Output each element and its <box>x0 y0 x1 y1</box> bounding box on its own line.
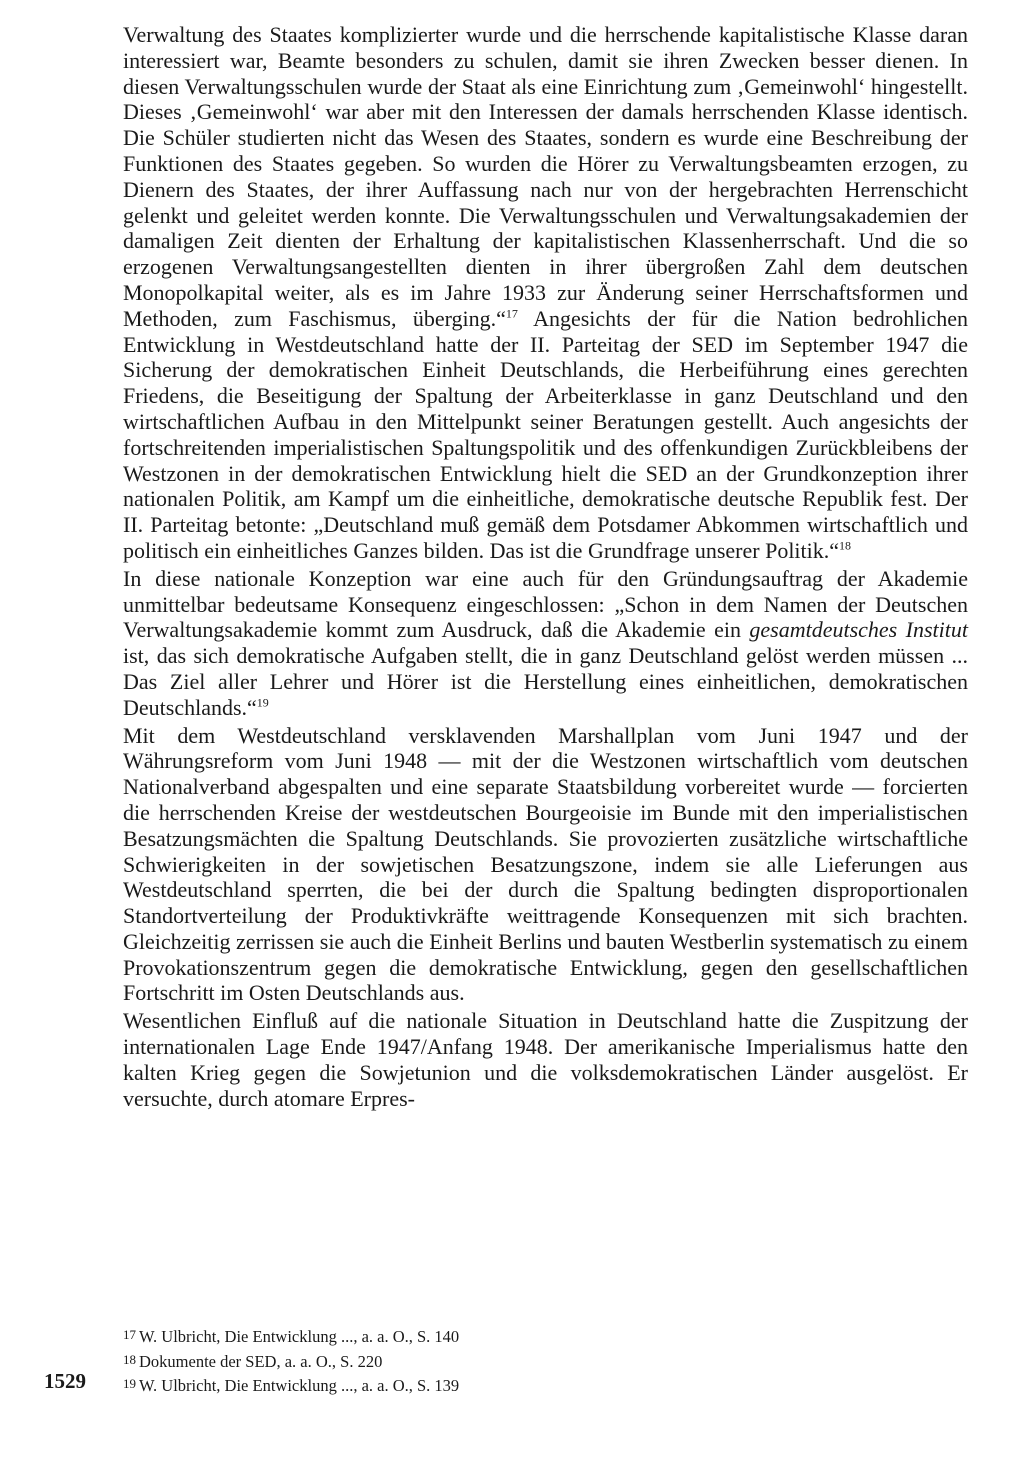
page-number: 1529 <box>44 1369 86 1393</box>
footnote-number: 17 <box>123 1327 136 1342</box>
footnote <box>123 1373 968 1398</box>
footnote-marker: 19 <box>256 695 269 710</box>
footnotes <box>123 1324 968 1398</box>
footnote-text: W. Ulbricht, Die Entwicklung ..., a. a. O., S. 140 <box>139 1327 460 1346</box>
footnote-number: 18 <box>123 1351 136 1367</box>
body-text <box>123 22 968 1113</box>
text-run: ist, das sich demokratische Aufgaben stellt, die in ganz Deutschland gelöst werden müssen ... Das Ziel aller Lehrer und Hörer ist die Herstellung eines einheitlichen, demokratischen Deutschlands.“ <box>123 643 968 720</box>
footnote <box>123 1324 968 1349</box>
paragraph <box>123 1008 968 1111</box>
paragraph <box>123 723 968 1007</box>
footnote <box>123 1349 968 1374</box>
paragraph <box>123 22 968 564</box>
text-run: Wesentlichen Einfluß auf die nationale Situation in Deutschland hatte die Zuspitzung der internationalen Lage Ende 1947/Anfang 1948. Der amerikanische Imperialismus hatte den kalten Krieg gegen die Sowjetunion und die volksdemokratischen Länder ausgelöst. Er versuchte, durch atomare Erpres- <box>123 1008 968 1111</box>
text-run: In diese nationale Konzeption war eine auch für den Gründungsauftrag der Akademie unmittelbar bedeutsame Konsequenz eingeschlossen: „Schon in dem Namen der Deutschen Verwaltungsakademie kommt zum Ausdruck, daß die Akademie ein <box>123 565 968 643</box>
footnote-text: W. Ulbricht, Die Entwicklung ..., a. a. O., S. 139 <box>139 1376 460 1395</box>
footnote-number: 19 <box>123 1376 136 1391</box>
footnote-text: Dokumente der SED, a. a. O., S. 220 <box>139 1351 383 1371</box>
text-run: Verwaltung des Staates komplizierter wurde und die herrschende kapitalistische Klasse daran interessiert war, Beamte besonders zu schulen, damit sie ihren Zwecken besser dienen. In diesen Verwaltungsschulen wurde der Staat als eine Einrichtung zum ‚Gemeinwohl‘ hingestellt. Dieses ‚Gemeinwohl‘ war aber mit den Interessen der damals herrschenden Klasse identisch. Die Schüler studierten nicht das Wesen des Staates, sondern es wurde eine Beschreibung der Funktionen des Staates gegeben. So wurden die Hörer zu Verwaltungsbeamten erzogen, zu Dienern des Staates, der ihrer Auffassung nach nur von der hergebrachten Herrenschicht gelenkt und geleitet werden konnte. Die Verwaltungsschulen und Verwaltungsakademien der damaligen Zeit dienten der Erhaltung der kapitalistischen Klassenherrschaft. Und die so erzogenen Verwaltungsangestellten dienten in ihrer übergroßen Zahl dem deutschen Monopolkapital weiter, als es im Jahre 1933 zur Änderung seiner Herrschaftsformen und Methoden, zum Faschismus, überging.“ <box>123 22 968 331</box>
footnote-marker: 18 <box>839 538 852 553</box>
text-run: Angesichts der für die Nation bedrohlichen Entwicklung in Westdeutschland hatte der II. Parteitag der SED im September 1947 die Sicherung der demokratischen Einheit Deutschlands, die Herbeiführung eines gerechten Friedens, die Beseitigung der Spaltung der Arbeiterklasse in ganz Deutschland und den wirtschaftlichen Aufbau in den Mittelpunkt seiner Beratungen gestellt. Auch angesichts der fortschreitenden imperialistischen Spaltungspolitik und des offenkundigen Zurückbleibens der Westzonen in der demokratischen Entwicklung hielt die SED an der Grundkonzeption ihrer nationalen Politik, am Kampf um die einheitliche, demokratische deutsche Republik fest. Der II. Parteitag betonte: „Deutschland muß gemäß dem Potsdamer Abkommen wirtschaftlich und politisch ein einheitliches Ganzes bilden. Das ist die Grundfrage unserer Politik.“ <box>123 305 968 563</box>
footnote-marker: 17 <box>505 306 518 321</box>
text-run: Mit dem Westdeutschland versklavenden Marshallplan vom Juni 1947 und der Währungsreform vom Juni 1948 — mit der die Westzonen wirtschaftlich vom deutschen Nationalverband abgespalten und eine separate Staatsbildung vorbereitet wurde — forcierten die herrschenden Kreise der westdeutschen Bourgeoisie im Bunde mit den imperialistischen Besatzungsmächten die Spaltung Deutschlands. Sie provozierten zusätzliche wirtschaftliche Schwierigkeiten in der sowjetischen Besatzungszone, indem sie alle Lieferungen aus Westdeutschland sperrten, die bei der durch die Spaltung bedingten disproportionalen Standortverteilung der Produktivkräfte weittragende Konsequenzen mit sich brachten. Gleichzeitig zerrissen sie auch die Einheit Berlins und bauten Westberlin systematisch zu einem Provokationszentrum gegen die demokratische Entwicklung, gegen den gesellschaftlichen Fortschritt im Osten Deutschlands aus. <box>123 722 968 1006</box>
emphasized-text: gesamtdeutsches Institut <box>749 617 968 643</box>
paragraph <box>123 566 968 721</box>
